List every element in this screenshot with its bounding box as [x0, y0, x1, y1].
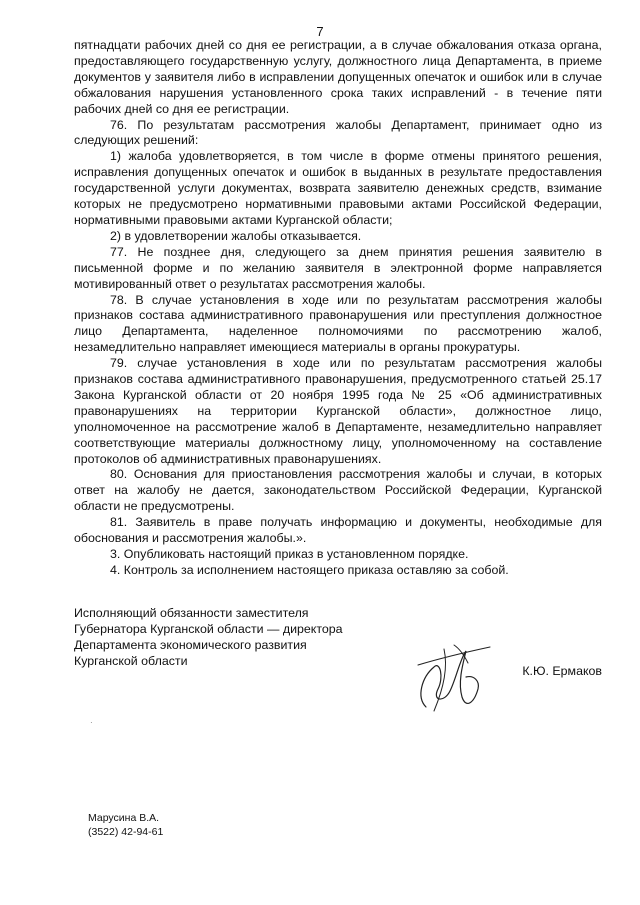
paragraph-80: 80. Основания для приостановления рассмотрения жалобы и случаи, в которых ответ на жалобу не дается, законодательством Российской Федерации, Курганской области не предусмотрены.: [74, 467, 602, 514]
paragraph-continuation: пятнадцати рабочих дней со дня ее регистрации, а в случае обжалования отказа органа, предоставляющего государственную услугу, должностного лица Департамента, в приеме документов у заявителя либо в исправлении допущенных опечаток и ошибок или в случае обжалования нарушения установленного срока таких исправлений - в течение пяти рабочих дней со дня ее регистрации.: [74, 38, 602, 116]
signer-title-line-1: Исполняющий обязанности заместителя: [74, 606, 309, 620]
order-item-3: 3. Опубликовать настоящий приказ в установленном порядке.: [110, 547, 469, 561]
paragraph-78: 78. В случае установления в ходе или по результатам рассмотрения жалобы признаков состава административного правонарушения или преступления должностное лицо Департамента, наделенное полномочиями по рассмотрению жалоб, незамедлительно направляет имеющиеся материалы в органы прокуратуры.: [74, 292, 602, 355]
contact-person: Марусина В.А.: [88, 812, 160, 824]
paragraph-76: 76. По результатам рассмотрения жалобы Департамент, принимает одно из следующих решений:: [74, 117, 602, 148]
page-number: 7: [316, 24, 324, 39]
handwritten-signature: [404, 637, 494, 717]
paragraph-76-item-1: 1) жалоба удовлетворяется, в том числе в форме отмены принятого решения, исправления допущенных опечаток и ошибок в выданных в результате предоставления государственной услуги документах, возврата заявителю денежных средств, взимание которых не предусмотрено нормативными правовыми актами Российской Федерации, нормативными правовыми актами Курганской области;: [74, 149, 602, 227]
scan-artifact-dot: ·: [90, 718, 93, 727]
signer-title-line-4: Курганской области: [74, 654, 188, 668]
paragraph-76-item-2: 2) в удовлетворении жалобы отказывается.: [110, 228, 362, 243]
order-item-4: 4. Контроль за исполнением настоящего приказа оставляю за собой.: [110, 562, 509, 577]
document-body: [74, 38, 602, 579]
contact-block: [88, 812, 163, 839]
contact-phone: (3522) 42-94-61: [88, 825, 164, 838]
paragraph-77: 77. Не позднее дня, следующего за днем принятия решения заявителю в письменной форме и по желанию заявителя в электронной форме направляется мотивированный ответ о результатах рассмотрения жалобы.: [74, 244, 602, 291]
paragraph-79: 79. случае установления в ходе или по результатам рассмотрения жалобы признаков состава административного правонарушения, предусмотренного статьей 25.17 Закона Курганской области от 20 ноября 1995 года № 25 «Об административных правонарушениях на территории Курганской области», должностное лицо, уполномоченное на рассмотрение жалоб в Департаменте, незамедлительно направляет соответствующие материалы должностному лицу, уполномоченному на составление протоколов об административных правонарушениях.: [74, 356, 602, 466]
signer-title-line-3: Департамента экономического развития: [74, 638, 307, 652]
signer-name: К.Ю. Ермаков: [522, 664, 602, 678]
paragraph-81: 81. Заявитель в праве получать информацию и документы, необходимые для обоснования и рассмотрения жалобы.».: [74, 515, 602, 546]
signer-title-line-2: Губернатора Курганской области — директора: [74, 622, 343, 636]
signature-block: [74, 605, 602, 678]
